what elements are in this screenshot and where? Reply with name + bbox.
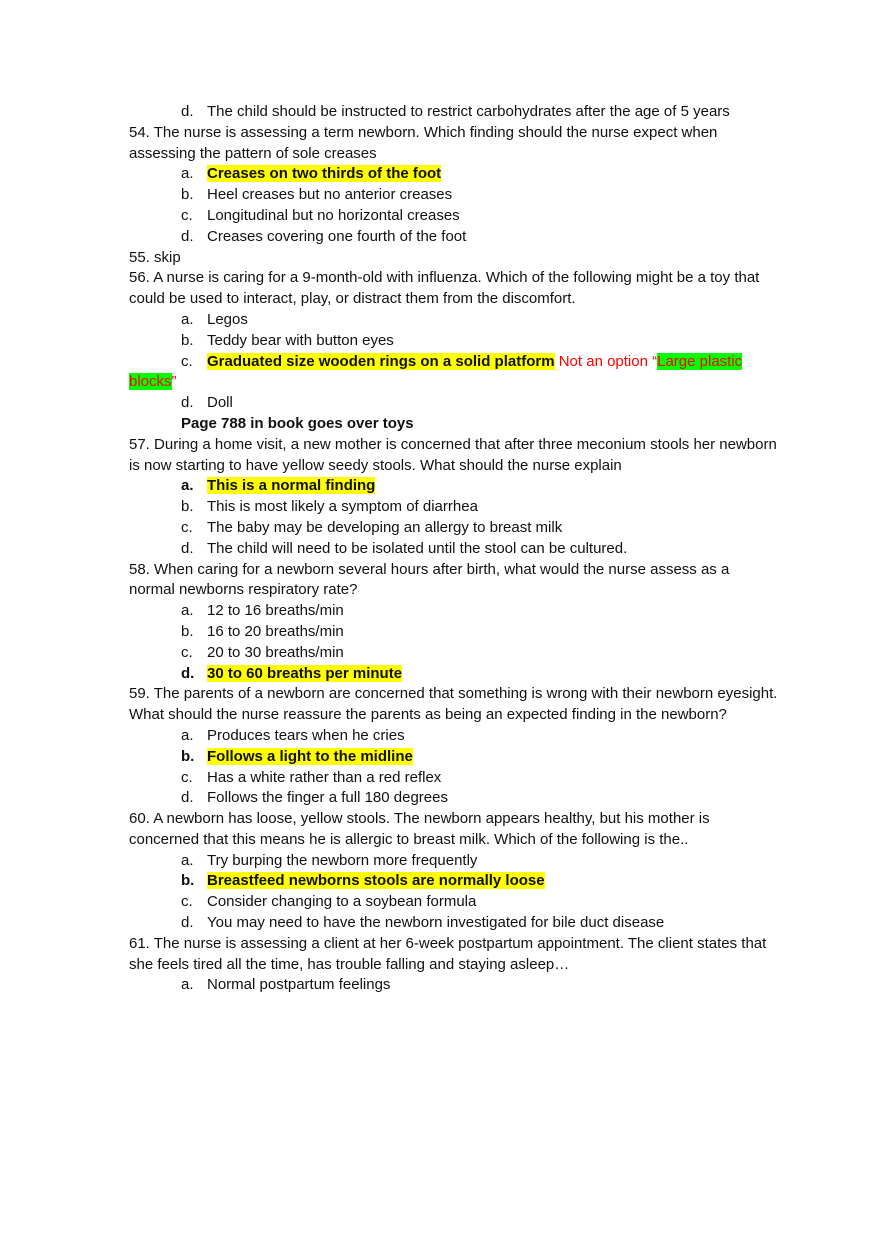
option-d: d. Doll [181,394,233,412]
question-56: 56. A nurse is caring for a 9-month-old with influenza. Which of the following might be a toy that could be used to interact, play, or distract them from the discomfort. [129,269,760,308]
option-d: d. You may need to have the newborn investigated for bile duct disease [181,914,665,932]
option-c: c. Graduated size wooden rings on a solid platform Not an option “Large plastic blocks” [129,352,743,391]
answer-note-close: ” [171,373,177,391]
correct-answer: Follows a light to the midline [207,747,413,765]
question-59: 59. The parents of a newborn are concerned that something is wrong with their newborn eyesight. What should the nurse reassure the parents as being an expected finding in the newborn? [129,685,778,724]
question-60: 60. A newborn has loose, yellow stools. The newborn appears healthy, but his mother is concerned that this means he is allergic to breast milk. Which of the following is the.. [129,810,710,848]
option-a: a. Try burping the newborn more frequently [181,851,478,869]
quiz-content [129,102,779,996]
option-b: b. Breastfeed newborns stools are normally loose [181,872,545,890]
option-a: a. This is a normal finding [181,477,376,495]
option-c: c. Consider changing to a soybean formula [181,893,477,911]
option-a: a. Normal postpartum feelings [181,976,391,994]
option-d: d. Creases covering one fourth of the foot [181,227,467,245]
option-b: b. This is most likely a symptom of diarrhea [181,498,478,516]
book-note: Page 788 in book goes over toys [181,414,414,432]
question-57: 57. During a home visit, a new mother is concerned that after three meconium stools her newborn is now starting to have yellow seedy stools. What should the nurse explain [129,435,777,474]
question-61: 61. The nurse is assessing a client at her 6-week postpartum appointment. The client states that she feels tired all the time, has trouble falling and staying asleep… [129,934,767,973]
option-d: d. Follows the finger a full 180 degrees [181,789,448,807]
answer-note-highlight: Large plastic blocks [129,352,743,391]
option-c: c. 20 to 30 breaths/min [181,643,344,661]
option-b: b. Follows a light to the midline [181,747,413,765]
answer-note: Not an option “ [558,352,658,370]
option-d: d. The child should be instructed to restrict carbohydrates after the age of 5 years [181,103,730,120]
correct-answer: This is a normal finding [207,477,376,495]
correct-answer: Graduated size wooden rings on a solid platform [207,352,555,370]
correct-answer: Creases on two thirds of the foot [207,165,442,183]
option-c: c. Longitudinal but no horizontal creases [181,206,460,224]
option-b: b. Heel creases but no anterior creases [181,186,453,204]
correct-answer: 30 to 60 breaths per minute [207,664,403,682]
option-c: c. Has a white rather than a red reflex [181,768,442,786]
question-54: 54. The nurse is assessing a term newborn. Which finding should the nurse expect when assessing the pattern of sole creases [129,123,718,162]
option-a: a. Legos [181,310,248,328]
option-a: a. Produces tears when he cries [181,726,405,744]
option-a: a. 12 to 16 breaths/min [181,602,344,620]
option-b: b. 16 to 20 breaths/min [181,622,344,640]
correct-answer: Breastfeed newborns stools are normally loose [207,872,545,890]
option-a: a. Creases on two thirds of the foot [181,165,442,183]
question-58: 58. When caring for a newborn several hours after birth, what would the nurse assess as a normal newborns respiratory rate? [129,560,730,599]
option-c: c. The baby may be developing an allergy to breast milk [181,518,563,536]
option-d: d. 30 to 60 breaths per minute [181,664,403,682]
option-b: b. Teddy bear with button eyes [181,331,394,349]
option-d: d. The child will need to be isolated until the stool can be cultured. [181,539,628,557]
question-55: 55. skip [129,248,181,266]
